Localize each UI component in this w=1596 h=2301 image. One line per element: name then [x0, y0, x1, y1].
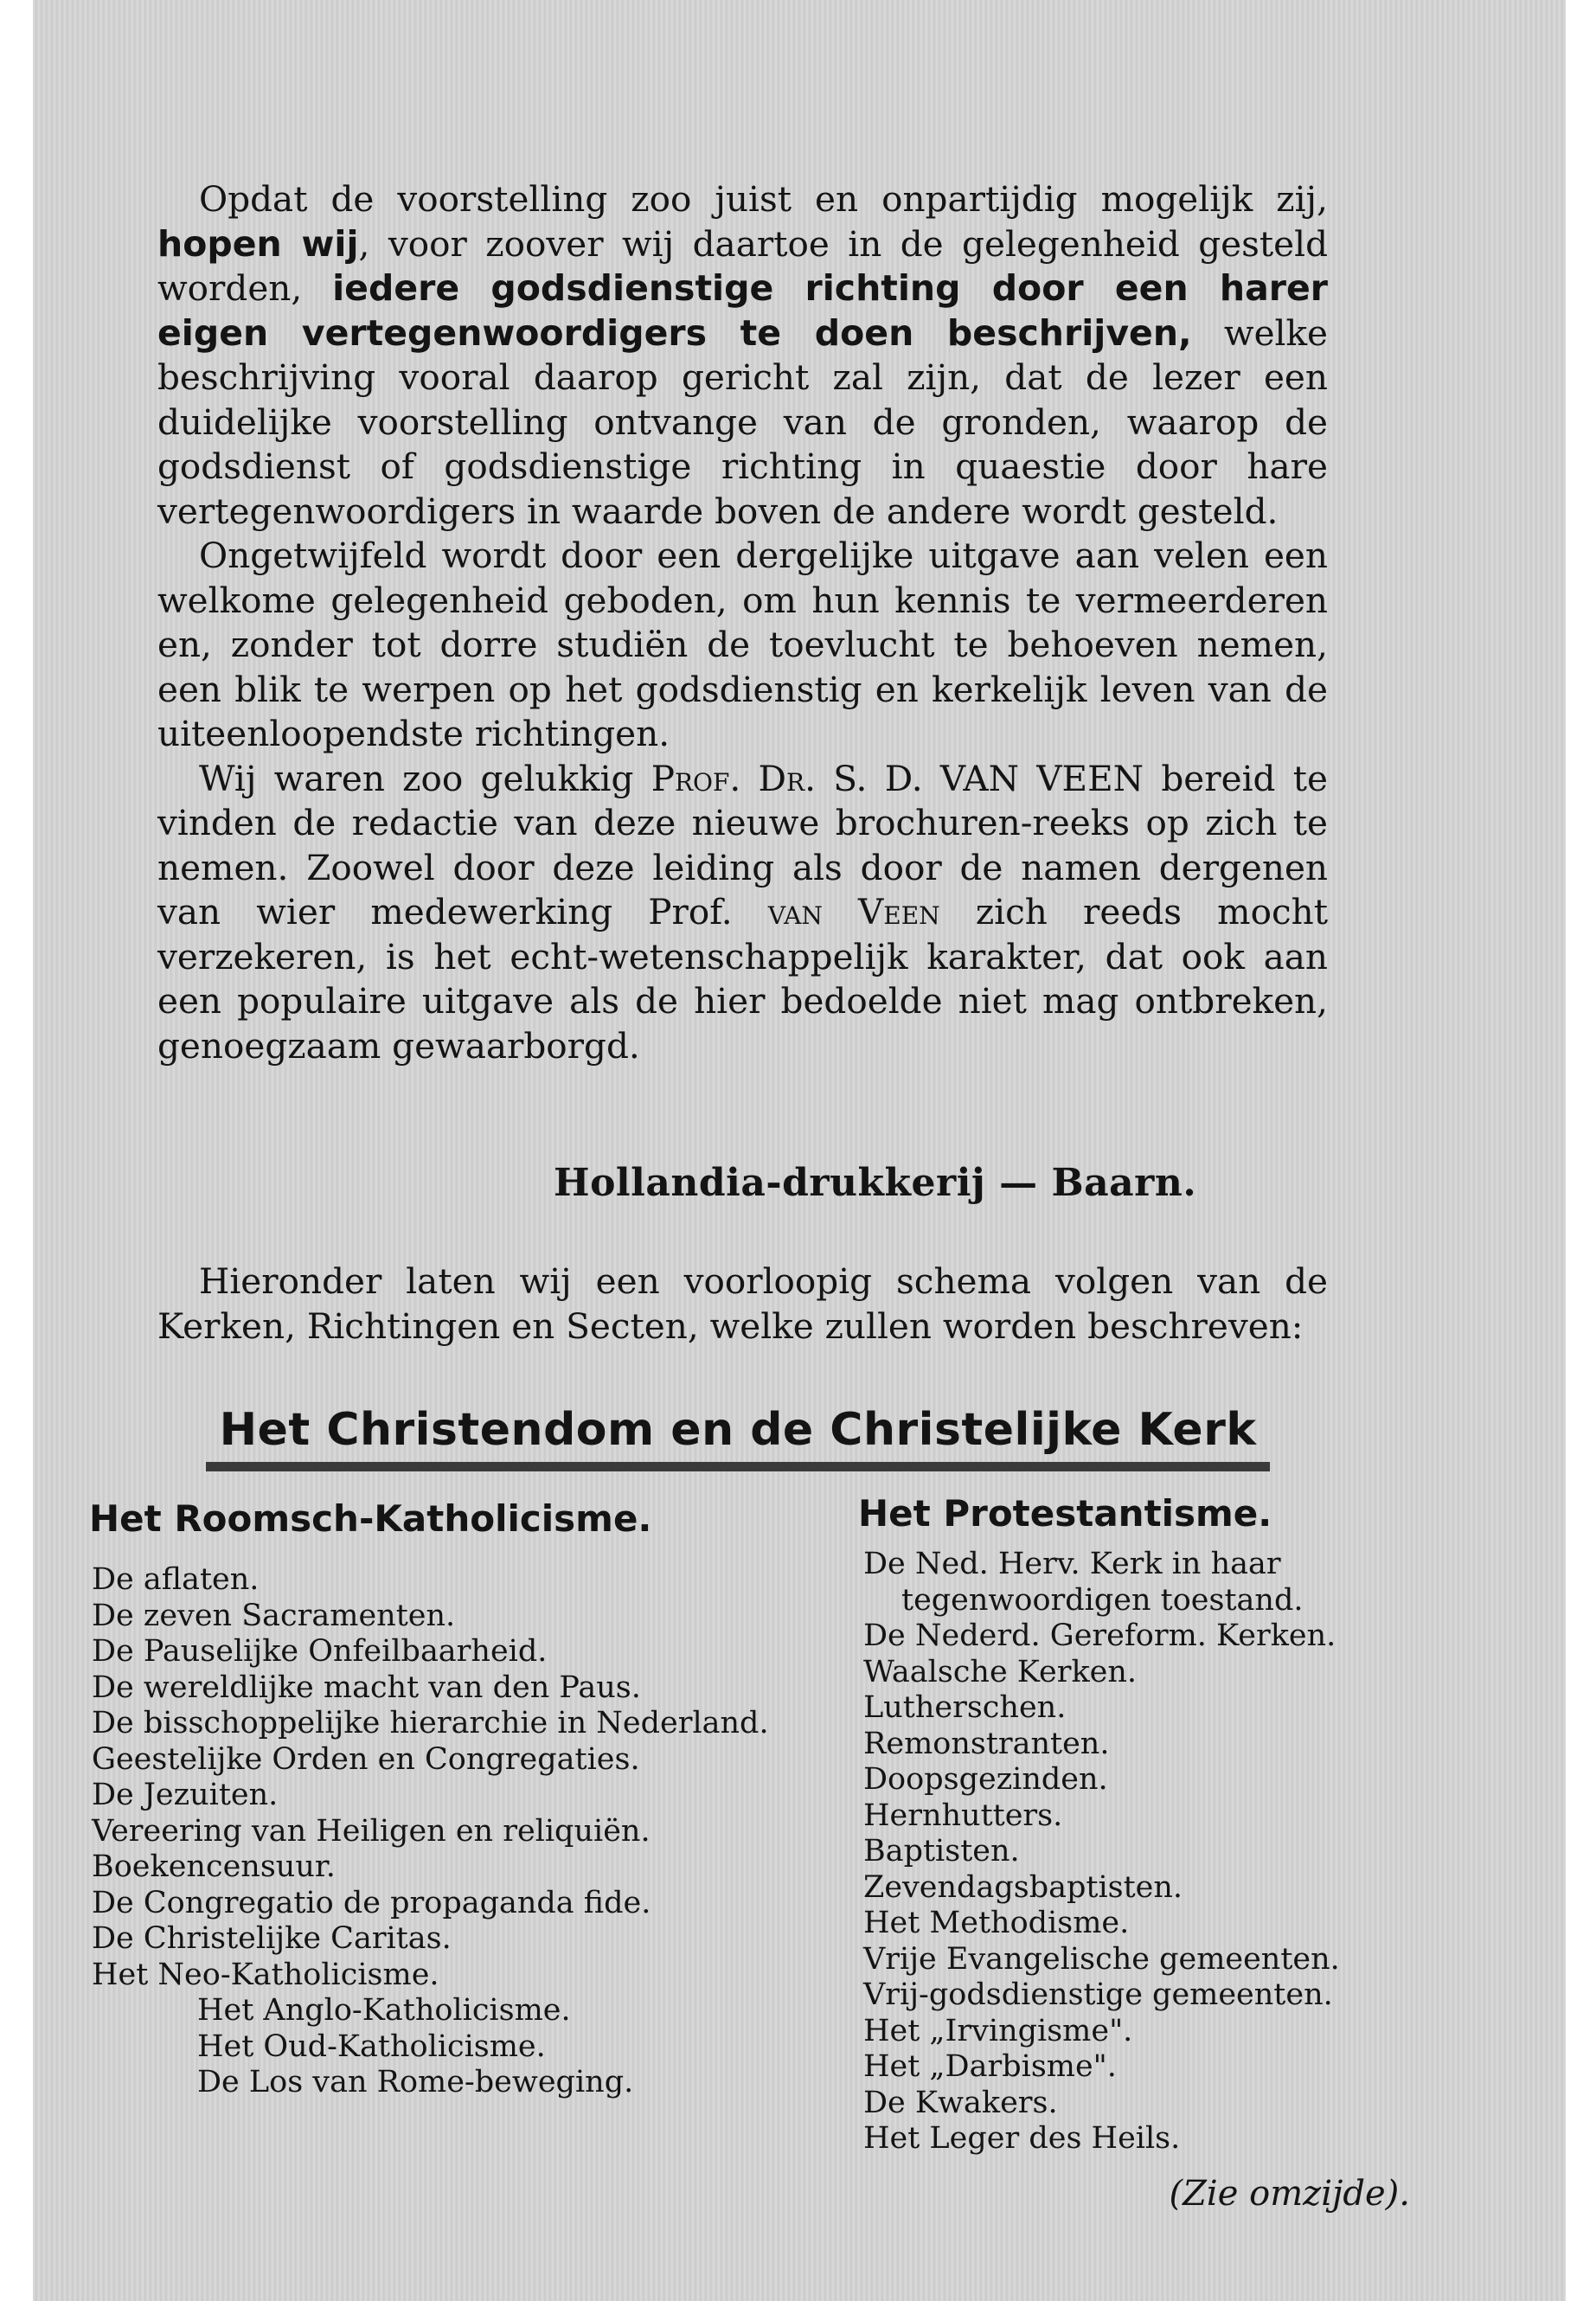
list-item: Vrije Evangelische gemeenten.	[863, 1941, 1340, 1977]
list-item: Het Methodisme.	[863, 1906, 1130, 1940]
text-run: , voor zoover wij daartoe in de gelegenheid gesteld worden,	[157, 222, 1329, 309]
left-column-list	[92, 1562, 836, 2101]
text-run: Prof. Dr. S. D.	[651, 757, 923, 799]
list-item: Waalsche Kerken.	[863, 1654, 1138, 1689]
left-column-heading: Het Roomsch-Katholicisme.	[89, 1497, 652, 1540]
list-item: Het „Irvingisme".	[863, 2013, 1133, 2048]
list-item: De Ned. Herv. Kerk in haar tegenwoordigen toestand.	[863, 1547, 1304, 1618]
list-item: De Nederd. Gereform. Kerken.	[863, 1618, 1336, 1653]
list-item: Geestelijke Orden en Congregaties.	[92, 1741, 640, 1777]
list-item: De Pauselijke Onfeilbaarheid.	[92, 1634, 548, 1669]
list-item: Het Neo-Katholicisme.	[92, 1957, 439, 1992]
list-item: Zevendagsbaptisten.	[863, 1869, 1183, 1905]
intro-text	[157, 1259, 1328, 1349]
list-item: Het Anglo-Katholicisme.	[197, 1993, 571, 2028]
text-run: VAN VEEN bereid te vinden de redactie van deze nieuwe brochuren-reeks op zich te nemen. Zoowel door deze leiding als door de namen dergenen van wier medewerking Prof.	[157, 757, 1328, 933]
list-item: De bisschoppelijke hierarchie in Nederland.	[92, 1706, 769, 1740]
text-run: Wij waren zoo gelukkig	[199, 757, 651, 799]
right-column-heading: Het Protestantisme.	[858, 1492, 1272, 1535]
text-run: van Veen	[767, 891, 940, 933]
list-item: Vrij-godsdienstige gemeenten.	[863, 1977, 1333, 2012]
list-item: De Los van Rome-beweging.	[197, 2065, 634, 2099]
right-column-list	[863, 1547, 1400, 2157]
intro-paragraph: Hieronder laten wij een voorloopig schema volgen van de Kerken, Richtingen en Secten, welke zullen worden beschreven:	[157, 1260, 1328, 1347]
list-item: Boekencensuur.	[92, 1849, 336, 1884]
text-run: welke beschrijving vooral daarop gericht zal zijn, dat de lezer een duidelijke voorstelling ontvange van de gronden, waarop de godsdienst of godsdienstige richting in quaestie door hare vertegenwoordigers in waarde boven de andere wordt gesteld.	[157, 311, 1328, 532]
text-run: hopen wij	[157, 222, 359, 265]
body-paragraph	[157, 534, 1328, 757]
footer-note: (Zie omzijde).	[1169, 2174, 1410, 2214]
list-item: Baptisten.	[863, 1834, 1020, 1868]
list-item: De zeven Sacramenten.	[92, 1598, 456, 1633]
text-run: zich reeds mocht verzekeren, is het echt-wetenschappelijk karakter, dat ook aan een populaire uitgave als de hier bedoelde niet mag ontbreken, genoegzaam gewaarborgd.	[157, 891, 1329, 1067]
list-item: Hernhutters.	[863, 1798, 1063, 1833]
list-item: Het „Darbisme".	[863, 2049, 1117, 2084]
text-run: Opdat de voorstelling zoo juist en onpartijdig mogelijk zij,	[199, 178, 1328, 220]
list-item: De aflaten.	[92, 1562, 260, 1597]
section-title: Het Christendom en de Christelijke Kerk	[219, 1404, 1257, 1456]
list-item: De Congregatio de propaganda fide.	[92, 1885, 651, 1920]
list-item: Vereering van Heiligen en reliquiën.	[92, 1813, 651, 1849]
body-paragraph	[157, 177, 1328, 534]
text-run: Ongetwijfeld wordt door een dergelijke uitgave aan velen een welkome gelegenheid geboden, om hun kennis te vermeerderen en, zonder tot dorre studiën de toevlucht te behoeven nemen, een blik te werpen op het godsdienstig en kerkelijk leven van de uiteenloopendste richtingen.	[157, 535, 1328, 754]
list-item: Doopsgezinden.	[863, 1762, 1108, 1797]
list-item: Remonstranten.	[863, 1726, 1110, 1761]
list-item: De Kwakers.	[863, 2085, 1058, 2120]
text-run: iedere godsdienstige richting door een harer eigen vertegenwoordigers te doen beschrijven,	[157, 267, 1328, 354]
body-paragraph	[157, 757, 1328, 1069]
list-item: De Christelijke Caritas.	[92, 1921, 452, 1956]
title-rule	[206, 1462, 1270, 1471]
publisher-signature: Hollandia-drukkerij — Baarn.	[554, 1161, 1197, 1205]
list-item: Het Leger des Heils.	[863, 2121, 1181, 2156]
list-item: De Jezuiten.	[92, 1778, 279, 1812]
body-text	[157, 177, 1328, 1068]
list-item: Het Oud-Katholicisme.	[197, 2029, 546, 2064]
list-item: De wereldlijke macht van den Paus.	[92, 1670, 641, 1705]
list-item: Lutherschen.	[863, 1690, 1067, 1725]
